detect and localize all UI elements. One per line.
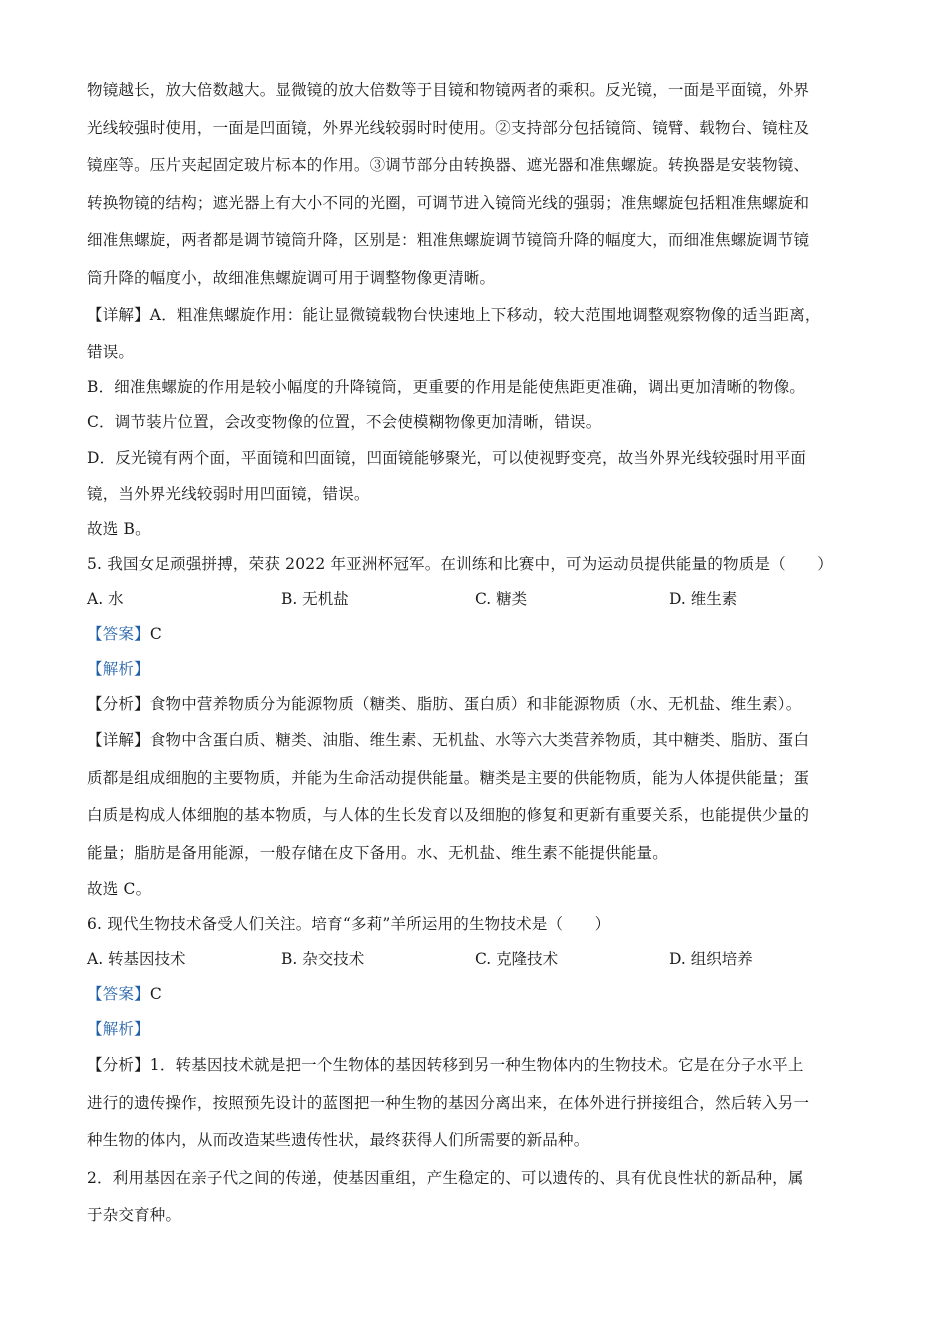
text-line: 筒升降的幅度小，故细准焦螺旋调可用于调整物像更清晰。 <box>87 268 496 287</box>
answer-line <box>87 617 863 652</box>
analysis-tag: 【解析】 <box>87 1020 150 1038</box>
analysis-line: 【分析】食物中营养物质分为能源物质（糖类、脂肪、蛋白质）和非能源物质（水、无机盐、维生素）。 <box>87 695 802 713</box>
text-line: B．细准焦螺旋的作用是较小幅度的升降镜筒，更重要的作用是能使焦距更准确，调出更加清晰的物像。 <box>87 377 806 396</box>
answer-tag: 【答案】 <box>87 985 150 1003</box>
text-line: C．调节装片位置，会改变物像的位置，不会使模糊物像更加清晰，错误。 <box>87 412 602 431</box>
text-line: 【分析】1．转基因技术就是把一个生物体的基因转移到另一种生物体内的生物技术。它是在分子水平上 <box>87 1056 804 1074</box>
text-line: 【详解】食物中含蛋白质、糖类、油脂、维生素、无机盐、水等六大类营养物质，其中糖类、脂肪、蛋白 <box>87 731 810 749</box>
options-row <box>87 582 863 617</box>
question-text: 5. 我国女足顽强拼搏，荣获 2022 年亚洲杯冠军。在训练和比赛中，可为运动员提供能量的物质是（ ） <box>87 555 833 573</box>
text-line: 物镜越长，放大倍数越大。显微镜的放大倍数等于目镜和物镜两者的乘积。反光镜，一面是平面镜，外界 <box>87 81 810 99</box>
text-line: 【详解】A．粗准焦螺旋作用：能让显微镜载物台快速地上下移动，较大范围地调整观察物像的适当距离， <box>87 306 821 324</box>
document-page <box>87 72 863 1235</box>
option-b: B. 无机盐 <box>281 590 349 608</box>
analysis-tag: 【解析】 <box>87 660 150 678</box>
option-c: C. 克隆技术 <box>475 950 559 968</box>
option-b: B. 杂交技术 <box>281 950 365 968</box>
answer-value: C <box>149 625 162 643</box>
options-row <box>87 942 863 977</box>
question-6 <box>87 907 863 1235</box>
answer-tag: 【答案】 <box>87 625 150 643</box>
text-line: D．反光镜有两个面，平面镜和凹面镜，凹面镜能够聚光，可以使视野变亮，故当外界光线较强时用平面 <box>87 448 807 467</box>
text-line: 进行的遗传操作，按照预先设计的蓝图把一种生物的基因分离出来，在体外进行拼接组合，然后转入另一 <box>87 1093 810 1112</box>
intro-paragraph <box>87 72 863 297</box>
text-line: 镜座等。压片夹起固定玻片标本的作用。③调节部分由转换器、遮光器和准焦螺旋。转换器是安装物镜、 <box>87 156 810 174</box>
text-line: 转换物镜的结构；遮光器上有大小不同的光圈，可调节进入镜筒光线的强弱；准焦螺旋包括粗准焦螺旋和 <box>87 193 810 212</box>
text-line: 质都是组成细胞的主要物质，并能为生命活动提供能量。糖类是主要的供能物质，能为人体提供能量；蛋 <box>87 768 810 787</box>
option-c: C. 糖类 <box>475 590 528 608</box>
text-line: 2．利用基因在亲子代之间的传递，使基因重组，产生稳定的、可以遗传的、具有优良性状的新品种，属 <box>87 1168 804 1187</box>
text-line: 能量；脂肪是备用能源，一般存储在皮下备用。水、无机盐、维生素不能提供能量。 <box>87 843 668 862</box>
option-a: A. 水 <box>87 590 124 608</box>
answer-line <box>87 977 863 1012</box>
text-line: 光线较强时使用，一面是凹面镜，外界光线较弱时时使用。②支持部分包括镜筒、镜臂、载物台、镜柱及 <box>87 118 810 137</box>
conclusion-line: 故选 B。 <box>87 520 151 538</box>
text-line: 于杂交育种。 <box>87 1206 182 1224</box>
option-a: A. 转基因技术 <box>87 950 186 968</box>
text-line: 错误。 <box>87 342 135 361</box>
text-line: 白质是构成人体细胞的基本物质，与人体的生长发育以及细胞的修复和更新有重要关系，也能提供少量的 <box>87 806 810 824</box>
text-line: 种生物的体内，从而改造某些遗传性状，最终获得人们所需要的新品种。 <box>87 1131 590 1149</box>
text-line: 细准焦螺旋，两者都是调节镜筒升降，区别是：粗准焦螺旋调节镜筒升降的幅度大，而细准焦螺旋调节镜 <box>87 231 810 249</box>
conclusion-line: 故选 C。 <box>87 880 152 898</box>
option-d: D. 维生素 <box>669 590 738 608</box>
text-line: 镜，当外界光线较弱时用凹面镜，错误。 <box>87 485 370 503</box>
option-d: D. 组织培养 <box>669 950 753 968</box>
question-5 <box>87 547 863 907</box>
question-text: 6. 现代生物技术备受人们关注。培育“多莉”羊所运用的生物技术是（ ） <box>87 915 611 933</box>
answer-value: C <box>149 985 162 1003</box>
q4-detail <box>87 297 863 547</box>
